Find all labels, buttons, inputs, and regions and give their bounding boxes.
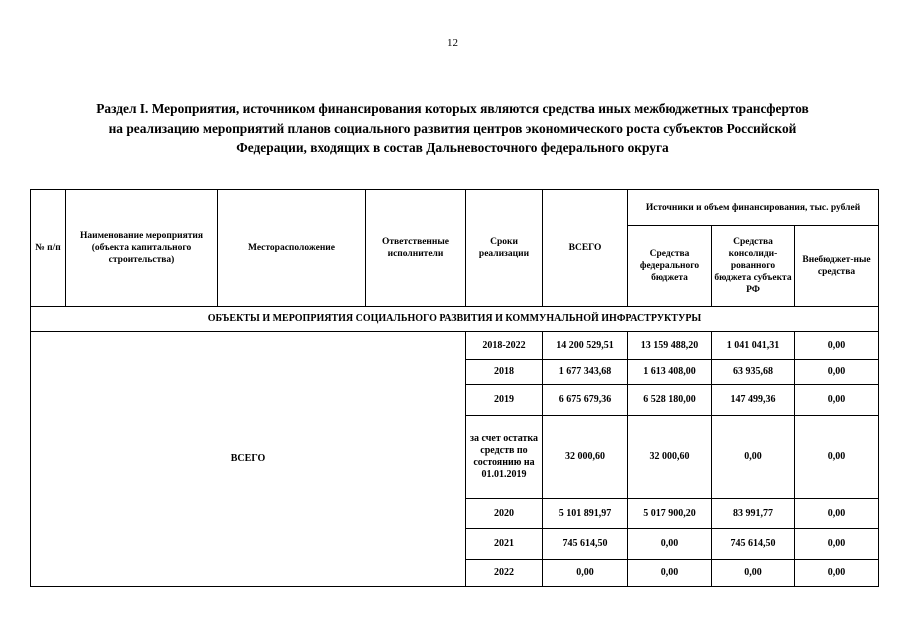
- period-cell: 2018: [466, 360, 543, 385]
- financing-table: [30, 189, 879, 587]
- col-header-consolidated: Средства консолиди-рованного бюджета субъекта РФ: [712, 226, 795, 307]
- col-header-num: № п/п: [31, 190, 66, 307]
- period-cell: 2019: [466, 385, 543, 416]
- federal-cell: 0,00: [628, 529, 712, 560]
- period-cell: за счет остатка средств по состоянию на 01.01.2019: [466, 416, 543, 499]
- title-line: Федерации, входящих в состав Дальневосточного федерального округа: [236, 140, 669, 155]
- col-header-name: Наименование мероприятия (объекта капитального строительства): [66, 190, 218, 307]
- federal-cell: 13 159 488,20: [628, 332, 712, 360]
- extrabudget-cell: 0,00: [795, 385, 879, 416]
- extrabudget-cell: 0,00: [795, 332, 879, 360]
- col-header-total: ВСЕГО: [543, 190, 628, 307]
- extrabudget-cell: 0,00: [795, 529, 879, 560]
- extrabudget-cell: 0,00: [795, 360, 879, 385]
- period-cell: 2020: [466, 499, 543, 529]
- federal-cell: 1 613 408,00: [628, 360, 712, 385]
- title-line: Раздел I. Мероприятия, источником финансирования которых являются средства иных межбюджетных трансфертов: [96, 101, 809, 116]
- col-header-executors: Ответственные исполнители: [366, 190, 466, 307]
- section-header-row: ОБЪЕКТЫ И МЕРОПРИЯТИЯ СОЦИАЛЬНОГО РАЗВИТИЯ И КОММУНАЛЬНОЙ ИНФРАСТРУКТУРЫ: [31, 307, 879, 332]
- total-cell: 745 614,50: [543, 529, 628, 560]
- consolidated-cell: 0,00: [712, 416, 795, 499]
- total-cell: 6 675 679,36: [543, 385, 628, 416]
- page-number: 12: [447, 37, 458, 49]
- consolidated-cell: 745 614,50: [712, 529, 795, 560]
- total-cell: 32 000,60: [543, 416, 628, 499]
- federal-cell: 6 528 180,00: [628, 385, 712, 416]
- extrabudget-cell: 0,00: [795, 499, 879, 529]
- total-cell: 5 101 891,97: [543, 499, 628, 529]
- federal-cell: 5 017 900,20: [628, 499, 712, 529]
- consolidated-cell: 1 041 041,31: [712, 332, 795, 360]
- consolidated-cell: 147 499,36: [712, 385, 795, 416]
- col-header-funding-sources: Источники и объем финансирования, тыс. рублей: [628, 190, 879, 226]
- section-title: [30, 99, 875, 158]
- total-cell: 0,00: [543, 560, 628, 587]
- col-header-terms: Сроки реализации: [466, 190, 543, 307]
- consolidated-cell: 83 991,77: [712, 499, 795, 529]
- federal-cell: 32 000,60: [628, 416, 712, 499]
- federal-cell: 0,00: [628, 560, 712, 587]
- title-line: на реализацию мероприятий планов социального развития центров экономического роста субъектов Российской: [108, 120, 797, 136]
- period-cell: 2022: [466, 560, 543, 587]
- period-cell: 2021: [466, 529, 543, 560]
- consolidated-cell: 0,00: [712, 560, 795, 587]
- total-label: ВСЕГО: [31, 332, 466, 587]
- table-row: [31, 332, 879, 360]
- col-header-extrabudget: Внебюджет-ные средства: [795, 226, 879, 307]
- total-cell: 1 677 343,68: [543, 360, 628, 385]
- total-cell: 14 200 529,51: [543, 332, 628, 360]
- extrabudget-cell: 0,00: [795, 416, 879, 499]
- col-header-federal: Средства федерального бюджета: [628, 226, 712, 307]
- consolidated-cell: 63 935,68: [712, 360, 795, 385]
- col-header-location: Месторасположение: [218, 190, 366, 307]
- extrabudget-cell: 0,00: [795, 560, 879, 587]
- period-cell: 2018-2022: [466, 332, 543, 360]
